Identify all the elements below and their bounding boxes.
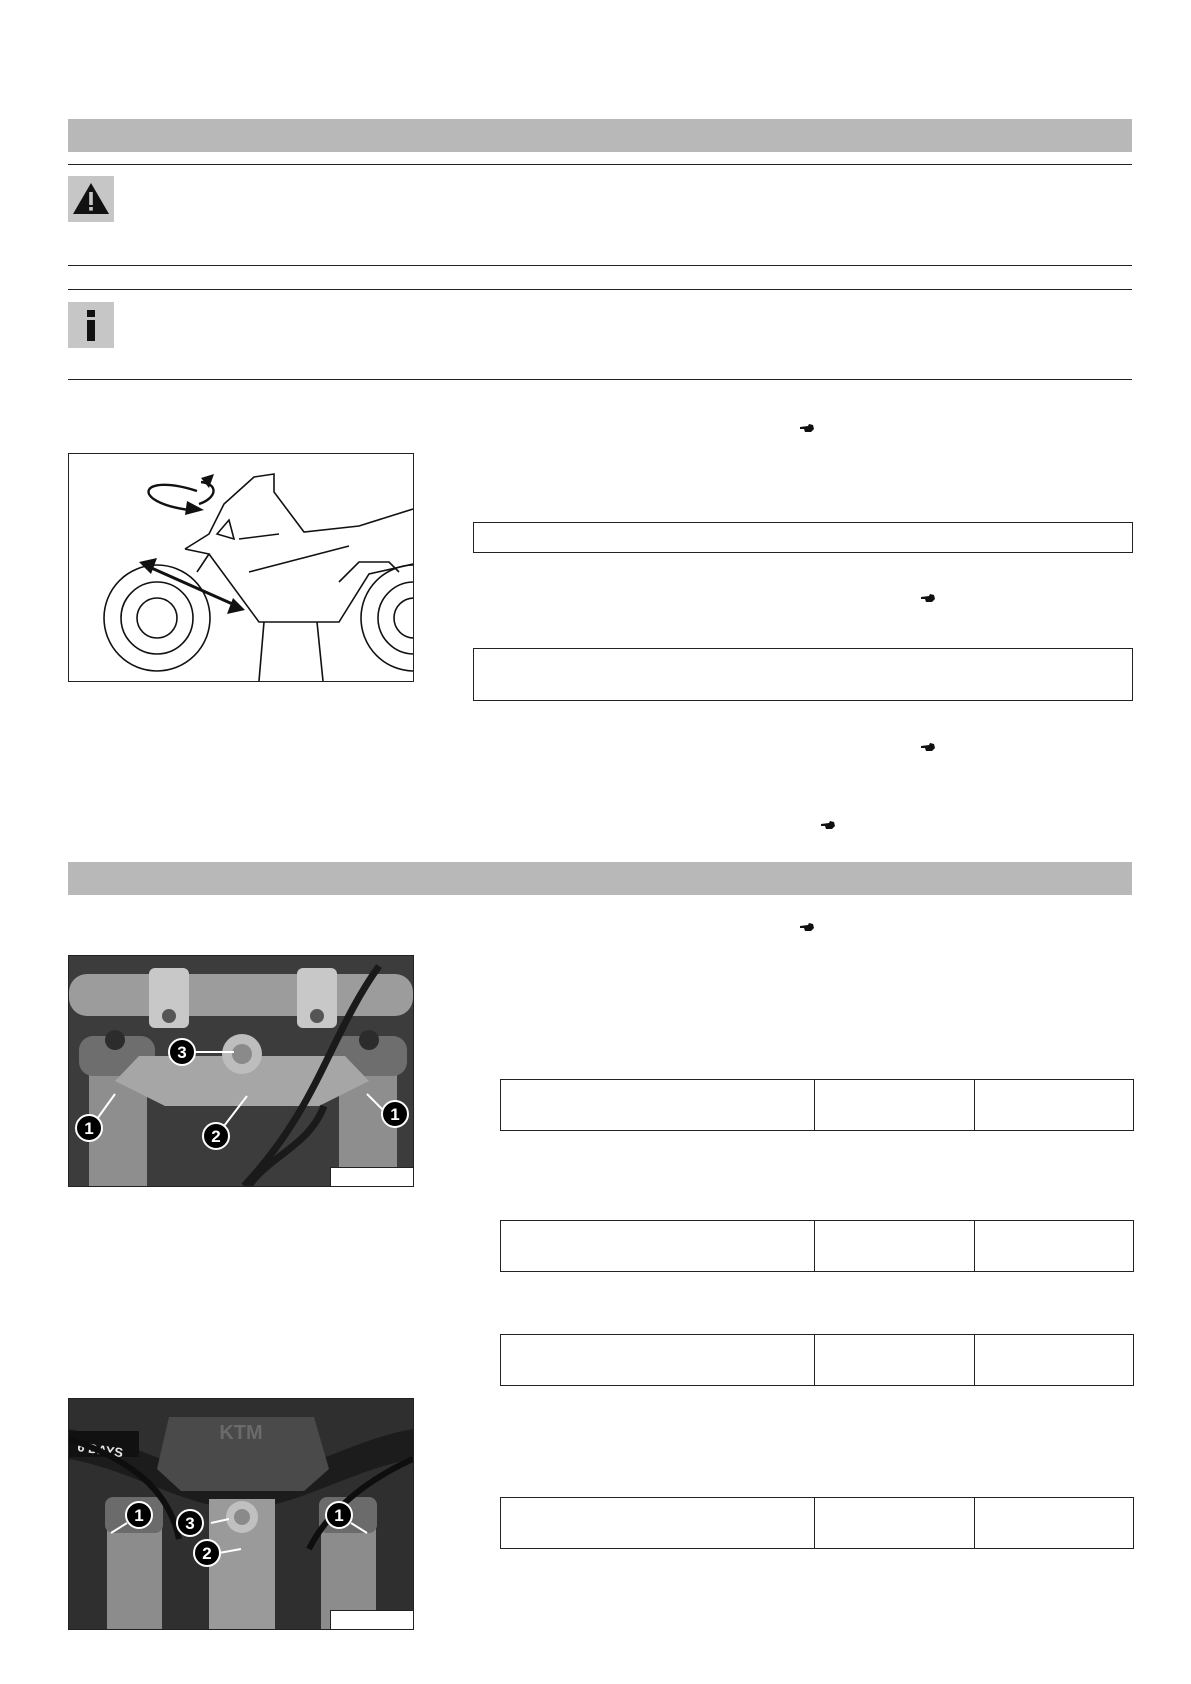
svg-text:6 DAYS: 6 DAYS [76, 1439, 125, 1461]
spec-cell [501, 1221, 815, 1271]
pointing-hand-icon [800, 423, 814, 433]
svg-text:2: 2 [202, 1544, 212, 1563]
pointing-hand-icon [921, 742, 935, 752]
spec-cell [815, 1080, 975, 1130]
spec-cell [815, 1498, 975, 1548]
spec-table [500, 1220, 1134, 1272]
warning-top-rule [68, 164, 1132, 165]
spec-cell [501, 1335, 815, 1385]
spec-table [500, 1334, 1134, 1386]
notice-frame [473, 648, 1133, 701]
svg-text:1: 1 [134, 1506, 144, 1525]
pointing-hand-icon [921, 593, 935, 603]
spec-cell [975, 1335, 1133, 1385]
spec-cell [975, 1498, 1133, 1548]
svg-text:1: 1 [84, 1119, 94, 1138]
spec-table [500, 1497, 1134, 1549]
triple-clamp-display-photo [68, 1398, 414, 1630]
warning-icon [68, 176, 114, 222]
spec-cell [501, 1498, 815, 1548]
motorcycle-steering-figure [68, 453, 414, 682]
svg-text:3: 3 [177, 1043, 187, 1062]
spec-cell [815, 1221, 975, 1271]
section-header-bar [68, 119, 1132, 152]
figure-id-label [330, 1167, 413, 1186]
warning-bottom-rule [68, 265, 1132, 266]
info-top-rule [68, 289, 1132, 290]
spec-table [500, 1079, 1134, 1131]
spec-cell [975, 1221, 1133, 1271]
spec-cell [501, 1080, 815, 1130]
info-icon [68, 302, 114, 348]
spec-cell [815, 1335, 975, 1385]
svg-text:1: 1 [390, 1105, 400, 1124]
pointing-hand-icon [800, 922, 814, 932]
svg-text:3: 3 [185, 1514, 195, 1533]
info-bottom-rule [68, 379, 1132, 380]
svg-text:1: 1 [334, 1506, 344, 1525]
section-header-bar [68, 862, 1132, 895]
triple-clamp-photo [68, 955, 414, 1187]
notice-frame [473, 522, 1133, 553]
spec-cell [975, 1080, 1133, 1130]
svg-text:2: 2 [211, 1127, 221, 1146]
figure-id-label [330, 1610, 413, 1629]
pointing-hand-icon [821, 820, 835, 830]
svg-text:KTM: KTM [219, 1422, 263, 1444]
